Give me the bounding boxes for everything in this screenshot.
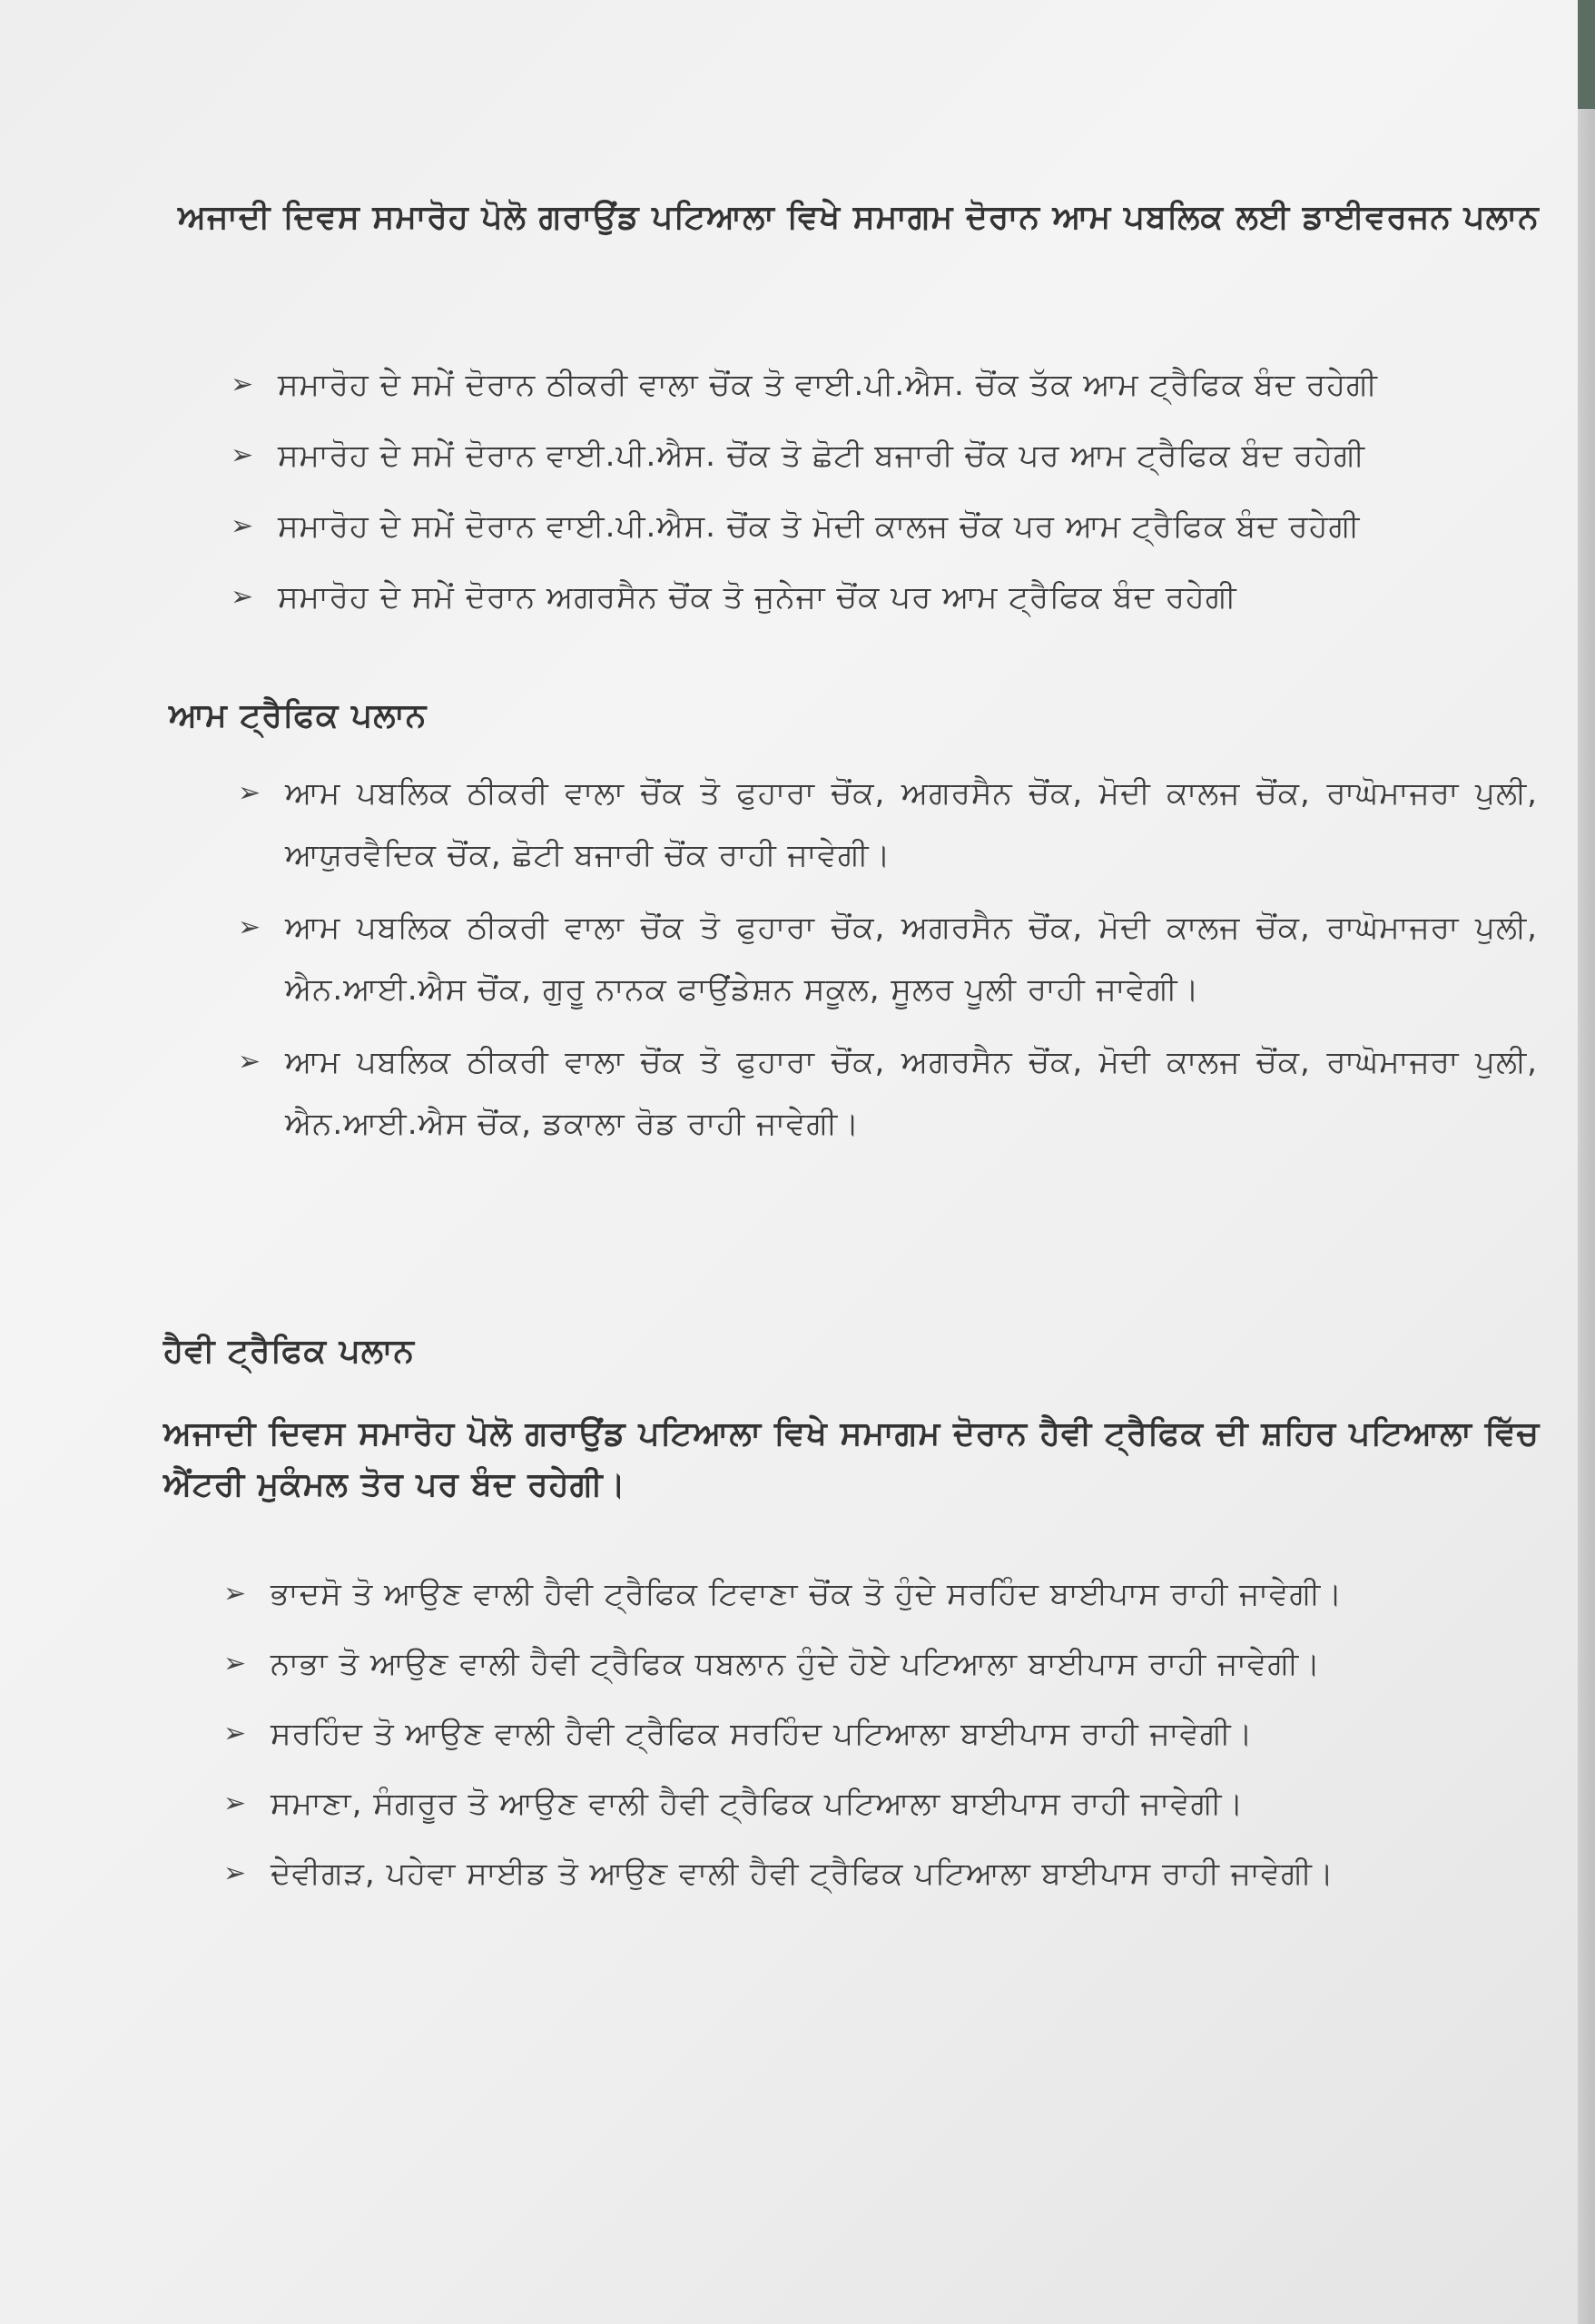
document-title: ਅਜਾਦੀ ਦਿਵਸ ਸਮਾਰੋਹ ਪੋਲੋ ਗਰਾਉਂਡ ਪਟਿਆਲਾ ਵਿਖੇ ਸਮਾਗਮ ਦੋਰਾਨ ਆਮ ਪਬਲਿਕ ਲਈ ਡਾਈਵਰਜਨ ਪਲਾਨ (178, 199, 1540, 236)
list-item-text: ਸਰਹਿੰਦ ਤੋ ਆਉਣ ਵਾਲੀ ਹੈਵੀ ਟ੍ਰੈਫਿਕ ਸਰਹਿੰਦ ਪਟਿਆਲਾ ਬਾਈਪਾਸ ਰਾਹੀ ਜਾਵੇਗੀ। (271, 1716, 1254, 1752)
list-item (238, 897, 1538, 1020)
section-heading-heavy: ਹੈਵੀ ਟ੍ਰੈਫਿਕ ਪਲਾਨ (163, 1333, 415, 1370)
list-item (223, 1640, 1538, 1688)
list-item (231, 503, 1538, 550)
page-edge (1578, 0, 1595, 2324)
list-item-text: ਸਮਾਣਾ, ਸੰਗਰੂਰ ਤੋ ਆਉਣ ਵਾਲੀ ਹੈਵੀ ਟ੍ਰੈਫਿਕ ਪਟਿਆਲਾ ਬਾਈਪਾਸ ਰਾਹੀ ਜਾਵੇਗੀ। (271, 1786, 1245, 1822)
list-item-text: ਆਮ ਪਬਲਿਕ ਠੀਕਰੀ ਵਾਲਾ ਚੋਂਕ ਤੋ ਫੁਹਾਰਾ ਚੋਂਕ, ਅਗਰਸੈਨ ਚੋਂਕ, ਮੋਦੀ ਕਾਲਜ ਚੋਂਕ, ਰਾਘੋਮਾਜਰਾ ਪੁਲੀ, ਆਯੁਰਵੈਦਿਕ ਚੋਂਕ, ਛੋਟੀ ਬਜਾਰੀ ਚੋਂਕ ਰਾਹੀ ਜਾਵੇਗੀ। (285, 775, 1538, 873)
list-item-text: ਦੇਵੀਗੜ, ਪਹੇਵਾ ਸਾਈਡ ਤੋ ਆਉਣ ਵਾਲੀ ਹੈਵੀ ਟ੍ਰੈਫਿਕ ਪਟਿਆਲਾ ਬਾਈਪਾਸ ਰਾਹੀ ਜਾਵੇਗੀ। (271, 1856, 1334, 1892)
list-item-text: ਨਾਭਾ ਤੋ ਆਉਣ ਵਾਲੀ ਹੈਵੀ ਟ੍ਰੈਫਿਕ ਧਬਲਾਨ ਹੁੰਦੇ ਹੋਏ ਪਟਿਆਲਾ ਬਾਈਪਾਸ ਰਾਹੀ ਜਾਵੇਗੀ। (271, 1646, 1322, 1682)
list-item (231, 361, 1538, 409)
list-item (223, 1710, 1538, 1758)
general-route-list (238, 763, 1538, 1166)
list-item (231, 432, 1538, 479)
list-item-text: ਆਮ ਪਬਲਿਕ ਠੀਕਰੀ ਵਾਲਾ ਚੋਂਕ ਤੋ ਫੁਹਾਰਾ ਚੋਂਕ, ਅਗਰਸੈਨ ਚੋਂਕ, ਮੋਦੀ ਕਾਲਜ ਚੋਂਕ, ਰਾਘੋਮਾਜਰਾ ਪੁਲੀ, ਐਨ.ਆਈ.ਐਸ ਚੋਂਕ, ਗੁਰੂ ਨਾਨਕ ਫਾਉਂਡੇਸ਼ਨ ਸਕੂਲ, ਸੂਲਰ ਪੂਲੀ ਰਾਹੀ ਜਾਵੇਗੀ। (285, 910, 1538, 1008)
arrow-bullet-icon: ➢ (238, 911, 262, 943)
arrow-bullet-icon: ➢ (238, 777, 262, 809)
list-item-text: ਸਮਾਰੋਹ ਦੇ ਸਮੇਂ ਦੋਰਾਨ ਵਾਈ.ਪੀ.ਐਸ. ਚੋਂਕ ਤੋ ਮੋਦੀ ਕਾਲਜ ਚੋਂਕ ਪਰ ਆਮ ਟ੍ਰੈਫਿਕ ਬੰਦ ਰਹੇਗੀ (278, 508, 1361, 545)
closure-list (231, 361, 1538, 645)
section-heading-general: ਆਮ ਟ੍ਰੈਫਿਕ ਪਲਾਨ (169, 697, 428, 734)
heavy-route-list (223, 1571, 1538, 1920)
arrow-bullet-icon: ➢ (231, 581, 255, 613)
arrow-bullet-icon: ➢ (231, 510, 255, 542)
list-item-text: ਆਮ ਪਬਲਿਕ ਠੀਕਰੀ ਵਾਲਾ ਚੋਂਕ ਤੋ ਫੁਹਾਰਾ ਚੋਂਕ, ਅਗਰਸੈਨ ਚੋਂਕ, ਮੋਦੀ ਕਾਲਜ ਚੋਂਕ, ਰਾਘੋਮਾਜਰਾ ਪੁਲੀ, ਐਨ.ਆਈ.ਐਸ ਚੋਂਕ, ਡਕਾਲਾ ਰੋਡ ਰਾਹੀ ਜਾਵੇਗੀ। (285, 1044, 1538, 1142)
arrow-bullet-icon: ➢ (231, 439, 255, 471)
arrow-bullet-icon: ➢ (223, 1578, 248, 1610)
list-item (238, 1031, 1538, 1155)
list-item-text: ਭਾਦਸੋ ਤੋ ਆਉਣ ਵਾਲੀ ਹੈਵੀ ਟ੍ਰੈਫਿਕ ਟਿਵਾਣਾ ਚੋਂਕ ਤੋ ਹੁੰਦੇ ਸਰਹਿੰਦ ਬਾਈਪਾਸ ਰਾਹੀ ਜਾਵੇਗੀ। (271, 1576, 1344, 1612)
list-item-text: ਸਮਾਰੋਹ ਦੇ ਸਮੇਂ ਦੋਰਾਨ ਵਾਈ.ਪੀ.ਐਸ. ਚੋਂਕ ਤੋ ਛੋਟੀ ਬਜਾਰੀ ਚੋਂਕ ਪਰ ਆਮ ਟ੍ਰੈਫਿਕ ਬੰਦ ਰਹੇਗੀ (278, 438, 1365, 474)
list-item (223, 1780, 1538, 1827)
page-edge-top (1578, 0, 1595, 109)
list-item (231, 574, 1538, 621)
arrow-bullet-icon: ➢ (231, 369, 255, 400)
heavy-intro-paragraph: ਅਜਾਦੀ ਦਿਵਸ ਸਮਾਰੋਹ ਪੋਲੋ ਗਰਾਉਂਡ ਪਟਿਆਲਾ ਵਿਖੇ ਸਮਾਗਮ ਦੋਰਾਨ ਹੈਵੀ ਟ੍ਰੈਫਿਕ ਦੀ ਸ਼ਹਿਰ ਪਟਿਆਲਾ ਵਿੱਚ ਐਂਟਰੀ ਮੁਕੰਮਲ ਤੋਰ ਪਰ ਬੰਦ ਰਹੇਗੀ। (163, 1415, 1540, 1503)
list-item (238, 763, 1538, 886)
list-item (223, 1850, 1538, 1897)
list-item (223, 1571, 1538, 1618)
arrow-bullet-icon: ➢ (223, 1718, 248, 1749)
arrow-bullet-icon: ➢ (223, 1787, 248, 1819)
arrow-bullet-icon: ➢ (223, 1857, 248, 1889)
list-item-text: ਸਮਾਰੋਹ ਦੇ ਸਮੇਂ ਦੋਰਾਨ ਅਗਰਸੈਨ ਚੋਂਕ ਤੋ ਜੁਨੇਜਾ ਚੋਂਕ ਪਰ ਆਮ ਟ੍ਰੈਫਿਕ ਬੰਦ ਰਹੇਗੀ (278, 579, 1237, 615)
arrow-bullet-icon: ➢ (238, 1046, 262, 1078)
list-item-text: ਸਮਾਰੋਹ ਦੇ ਸਮੇਂ ਦੋਰਾਨ ਠੀਕਰੀ ਵਾਲਾ ਚੋਂਕ ਤੋ ਵਾਈ.ਪੀ.ਐਸ. ਚੋਂਕ ਤੱਕ ਆਮ ਟ੍ਰੈਫਿਕ ਬੰਦ ਰਹੇਗੀ (278, 367, 1378, 403)
arrow-bullet-icon: ➢ (223, 1648, 248, 1679)
